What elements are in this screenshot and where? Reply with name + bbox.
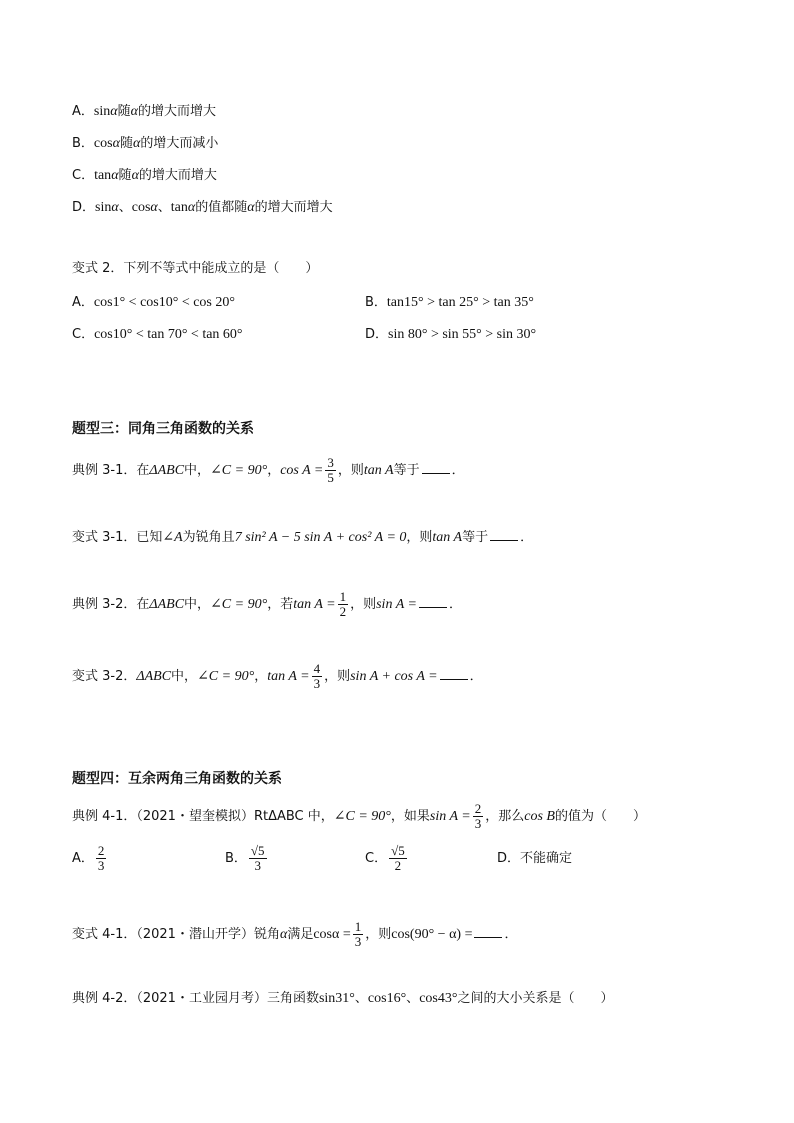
option-d: D．sinα、cosα、tanα的值都随α的增大而增大 — [72, 200, 333, 215]
example-4-1-option-a: A． $\frac{2}{3}$ — [72, 843, 105, 873]
option-a: A．sinα随α的增大而增大 — [72, 104, 216, 119]
section-4-heading: 题型四：互余两角三角函数的关系 — [72, 771, 282, 787]
example-4-1-option-c: C． $\frac{√5}{2}$ — [365, 843, 405, 873]
answer-blank[interactable] — [422, 461, 450, 474]
fraction: $\frac{√5}{2}$ — [391, 843, 405, 873]
answer-blank[interactable] — [419, 595, 447, 608]
fraction-3-5: $\frac{3}{5}$ — [327, 455, 334, 485]
variant-2-option-a: A．cos1° < cos10° < cos 20° — [72, 295, 235, 310]
variant-2-stem: 变式 2．下列不等式中能成立的是（ ） — [72, 261, 319, 276]
variant-2-option-d: D．sin 80° > sin 55° > sin 30° — [365, 327, 537, 342]
example-4-2: 典例 4-2．（2021・工业园月考）三角函数sin31°、cos16°、cos43°之间的大小关系是（ ） — [72, 991, 614, 1006]
fraction-4-3: $\frac{4}{3}$ — [313, 661, 321, 691]
variant-2-option-c: C．cos10° < tan 70° < tan 60° — [72, 327, 243, 342]
section-3-heading: 题型三：同角三角函数的关系 — [72, 421, 254, 437]
fraction: $\frac{√5}{3}$ — [250, 843, 265, 873]
variant-4-1: 变式 4-1．（2021・潜山开学）锐角α满足cosα = $\frac{1}{3}$ ，则cos(90° − α) = ． — [72, 919, 518, 949]
example-4-1-option-d: D．不能确定 — [497, 851, 573, 866]
example-3-2: 典例 3-2．在ΔABC中，∠C = 90°，若tan A = $\frac{1}{2}$ ，则sin A = ． — [72, 589, 462, 619]
option-b: B．cosα随α的增大而减小 — [72, 136, 219, 151]
variant-3-2: 变式 3-2．ΔABC中，∠C = 90°，tan A = $\frac{4}{3}$ ，则sin A + cos A = ． — [72, 661, 483, 691]
example-3-1: 典例 3-1．在ΔABC中，∠C = 90°，cos A = $\frac{3}{5}$ ，则tan A等于 ． — [72, 455, 465, 485]
answer-blank[interactable] — [474, 925, 502, 938]
fraction-2-3: $\frac{2}{3}$ — [474, 801, 482, 831]
answer-blank[interactable] — [440, 667, 468, 680]
variant-3-1: 变式 3-1．已知∠A为锐角且7 sin² A − 5 sin A + cos² A = 0，则tan A等于 ． — [72, 530, 534, 545]
variant-2-option-b: B．tan15° > tan 25° > tan 35° — [365, 295, 534, 310]
fraction-1-2: $\frac{1}{2}$ — [339, 589, 347, 619]
option-c: C．tanα随α的增大而增大 — [72, 168, 217, 183]
fraction: $\frac{2}{3}$ — [97, 843, 105, 873]
fraction-1-3: $\frac{1}{3}$ — [354, 919, 362, 949]
example-4-1: 典例 4-1．（2021・望奎模拟）RtΔABC 中，∠C = 90°，如果sin A = $\frac{2}{3}$ ，那么cos B的值为（ ） — [72, 801, 646, 831]
example-4-1-option-b: B． $\frac{√5}{3}$ — [225, 843, 265, 873]
answer-blank[interactable] — [490, 528, 518, 541]
